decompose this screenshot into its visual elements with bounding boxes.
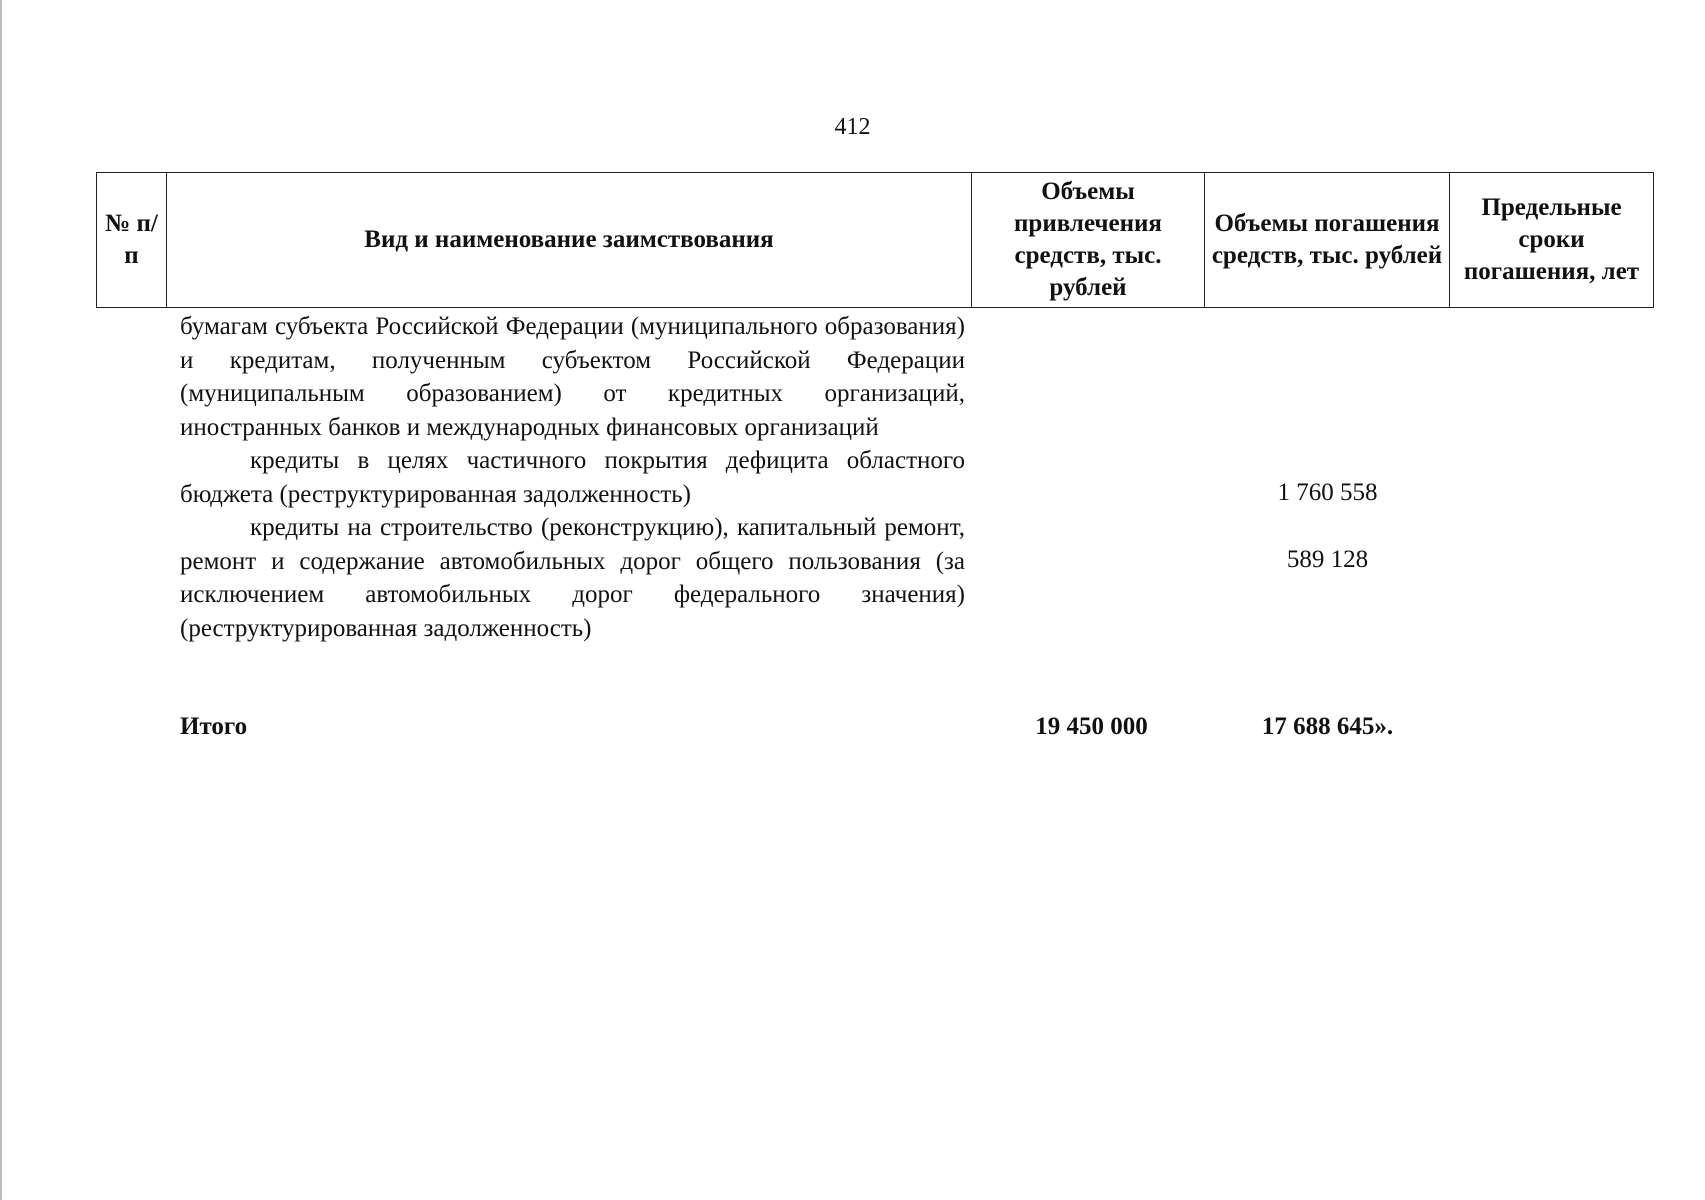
- borrowings-table-header: [96, 172, 1654, 308]
- scan-edge: [0, 0, 2, 1200]
- header-repayment-term: Предельные сроки погашения, лет: [1450, 173, 1654, 308]
- total-attraction: 19 450 000: [1035, 713, 1148, 740]
- header-row: [97, 173, 1654, 308]
- page-number: 412: [834, 114, 871, 140]
- row-road-credits-repay: 589 128: [1286, 546, 1369, 573]
- header-borrowing-type: Вид и наименование заимствования: [167, 173, 972, 308]
- row-road-credits-text: кредиты на строительство (реконструкцию), капитальный ремонт, ремонт и содержание автомобильных дорог общего пользования (за исключением автомобильных дорог федерального значения) (реструктурированная задолженность): [180, 514, 965, 642]
- row-deficit-credits-text: кредиты в целях частичного покрытия дефицита областного бюджета (реструктурированная задолженность): [180, 447, 965, 508]
- header-attraction-volume: Объемы привлечения средств, тыс. рублей: [972, 173, 1205, 308]
- row-continuation-text: бумагам субъекта Российской Федерации (муниципального образования) и кредитам, полученным субъектом Российской Федерации (муниципальным образованием) от кредитных организаций, иностранных банков и международных финансовых организаций: [180, 313, 965, 441]
- header-number: № п/п: [97, 173, 167, 308]
- header-repayment-volume: Объемы погашения средств, тыс. рублей: [1205, 173, 1450, 308]
- total-repayment: 17 688 645».: [1261, 713, 1394, 740]
- row-deficit-credits-repay: 1 760 558: [1277, 479, 1378, 506]
- total-label: Итого: [180, 713, 248, 740]
- table-body-text: [180, 310, 965, 645]
